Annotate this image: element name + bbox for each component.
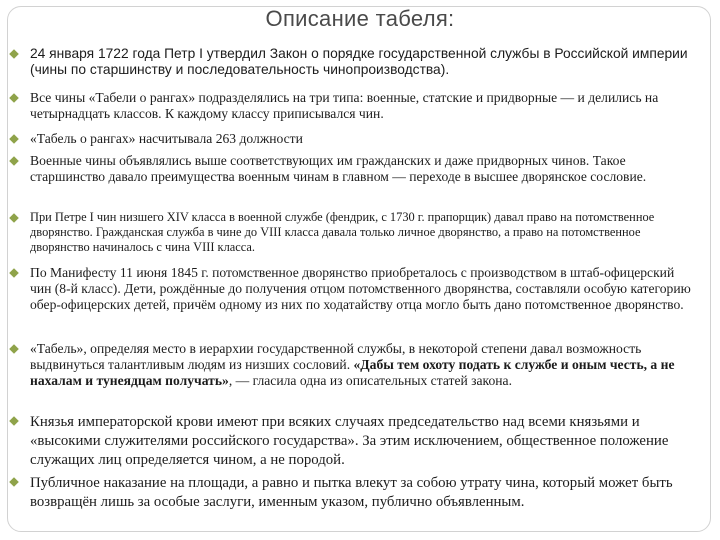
- bullet-text: Князья императорской крови имеют при всяких случаях председательство над всеми князьями и «высокими служителями российского государства». За этим исключением, общественное положение служащих лиц определяется чином, а не породой.: [30, 414, 669, 468]
- bullet-item: [30, 153, 696, 185]
- bullet-item: [30, 413, 696, 470]
- bullet-item: [30, 265, 696, 313]
- bullet-text-end: , — гласила одна из описательных статей закона.: [228, 373, 512, 388]
- bullet-item: [30, 210, 696, 255]
- bullet-text-start: «Табель», определяя место в иерархии государственной службы, в некоторой степени давал возможность выдвинуться талантливым людям из низших сословий.: [30, 341, 642, 372]
- bullet-text: По Манифесту 11 июня 1845 г. потомственное дворянство приобреталось с производством в штаб-офицерский чин (8-й класс). Дети, рождённые до получения отцом потомственного дворянства, составляли особую категорию обер-офицерских детей, причём одному из них по ходатайству отца могло быть дано потомственное дворянство.: [30, 265, 691, 312]
- bullet-text: При Петре I чин низшего XIV класса в военной службе (фендрик, с 1730 г. прапорщик) давал право на потомственное дворянство. Гражданская служба в чине до VIII класса давала только личное дворянство, а право на потомственное дворянство начиналось с чина VIII класса.: [30, 210, 655, 254]
- bullet-quote-bold: «Дабы тем охоту подать к службе и оным честь, а не нахалам и тунеядцам получать»: [30, 357, 675, 388]
- bullet-text: Военные чины объявлялись выше соответствующих им гражданских и даже придворных чинов. Такое старшинство давало преимущества военным чинам в главном — переходе в высшее дворянское сословие.: [30, 153, 647, 184]
- bullet-text: Все чины «Табели о рангах» подразделялись на три типа: военные, статские и придворные — и делились на четырнадцать классов. К каждому классу приписывался чин.: [30, 90, 659, 121]
- bullet-item: [30, 90, 696, 122]
- slide-title: Описание табеля:: [265, 6, 455, 31]
- bullet-text: 24 января 1722 года Петр I утвердил Закон о порядке государственной службы в Российской империи (чины по старшинству и последовательность чинопроизводства).: [30, 46, 688, 77]
- bullet-item: [30, 474, 696, 512]
- bullet-text: Публичное наказание на площади, а равно и пытка влекут за собою утрату чина, который может быть возвращён лишь за особые заслуги, именным указом, публично объявленным.: [30, 475, 673, 510]
- bullet-item: [30, 131, 696, 147]
- bullet-item: [30, 341, 696, 389]
- bullet-item: [30, 46, 696, 78]
- bullet-text: «Табель о рангах» насчитывала 263 должности: [30, 131, 303, 146]
